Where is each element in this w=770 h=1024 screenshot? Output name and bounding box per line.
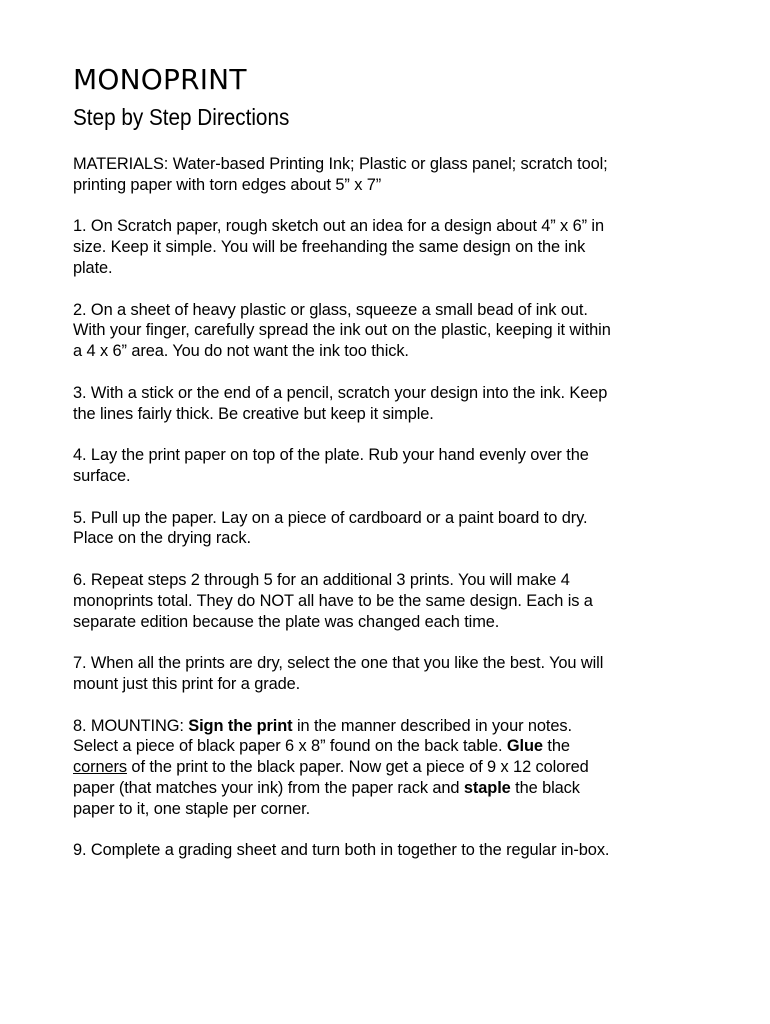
step-8-text-2: in the manner described in your notes. Select a piece of black paper 6 x 8” found on the back table. <box>73 716 572 756</box>
step-8-sign-the-print: Sign the print <box>188 716 293 735</box>
step-4: 4. Lay the print paper on top of the plate. Rub your hand evenly over the surface. <box>73 446 589 485</box>
step-2: 2. On a sheet of heavy plastic or glass, squeeze a small bead of ink out. With your finger, carefully spread the ink out on the plastic, keeping it within a 4 x 6” area. You do not want the ink too thick. <box>73 300 611 361</box>
step-8-corners: corners <box>73 758 127 777</box>
materials-paragraph: MATERIALS: Water-based Printing Ink; Plastic or glass panel; scratch tool; printing paper with torn edges about 5” x 7” <box>73 155 608 194</box>
step-8-text-4: of the print to the black paper. Now get a piece of 9 x 12 colored paper (that matches your ink) from the paper rack and <box>73 758 589 797</box>
document-title: MONOPRINT <box>73 63 247 96</box>
step-9: 9. Complete a grading sheet and turn both in together to the regular in-box. <box>73 841 610 860</box>
step-8-text-1: 8. MOUNTING: <box>73 716 189 735</box>
step-1: 1. On Scratch paper, rough sketch out an idea for a design about 4” x 6” in size. Keep it simple. You will be freehanding the same design on the ink plate. <box>73 217 604 277</box>
step-8-staple: staple <box>463 778 511 797</box>
step-3: 3. With a stick or the end of a pencil, scratch your design into the ink. Keep the lines fairly thick. Be creative but keep it simple. <box>73 383 608 423</box>
step-8 <box>73 716 613 820</box>
step-8-text-5: the black paper to it, one staple per corner. <box>73 778 580 818</box>
step-7: 7. When all the prints are dry, select the one that you like the best. You will mount just this print for a grade. <box>73 654 604 693</box>
step-8-text-3: the <box>542 737 570 756</box>
document-page <box>73 62 613 861</box>
step-5: 5. Pull up the paper. Lay on a piece of cardboard or a paint board to dry. Place on the drying rack. <box>73 508 588 548</box>
step-6: 6. Repeat steps 2 through 5 for an additional 3 prints. You will make 4 monoprints total. They do NOT all have to be the same design. Each is a separate edition because the plate was changed each time. <box>73 570 593 631</box>
document-subtitle: Step by Step Directions <box>73 104 290 130</box>
step-8-glue: Glue <box>506 737 543 756</box>
